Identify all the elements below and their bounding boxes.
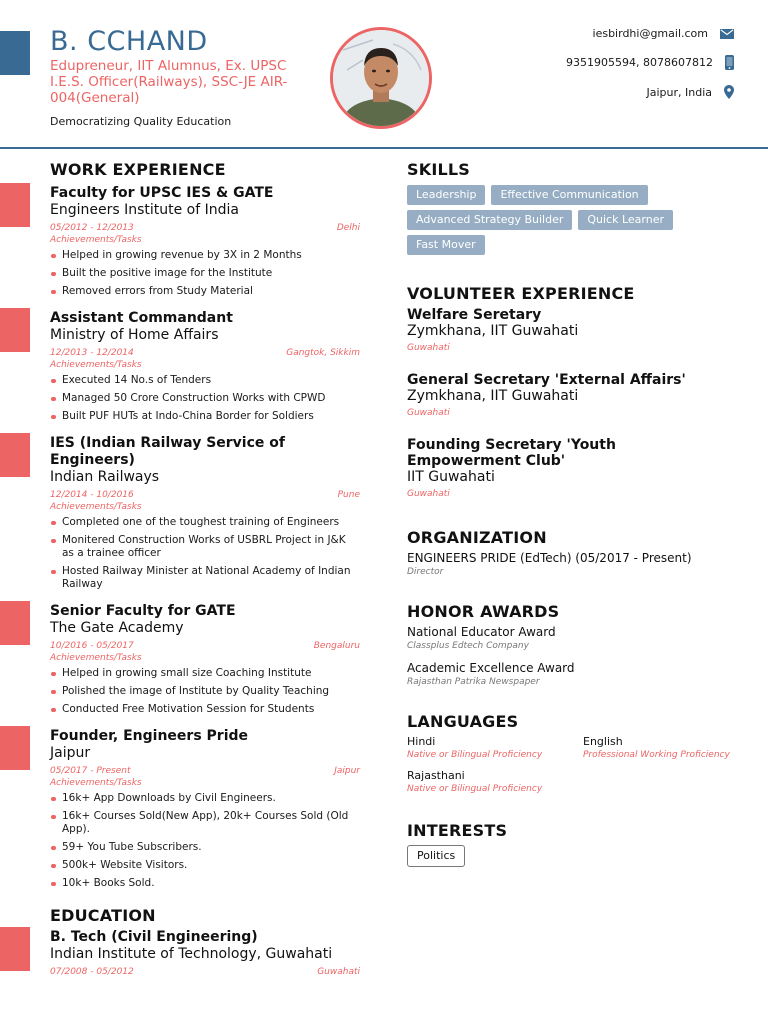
volunteer-place: Guwahati (407, 489, 450, 499)
job-accent-bar (0, 601, 30, 645)
achievement-item: Polished the image of Institute by Quality Teaching (50, 685, 360, 698)
volunteer-place: Guwahati (407, 343, 450, 353)
languages-list (407, 735, 747, 795)
interests-heading: INTERESTS (407, 821, 508, 840)
achievement-item: Built the positive image for the Institute (50, 267, 360, 280)
skill-tag: Advanced Strategy Builder (407, 210, 572, 230)
achievement-item: Hosted Railway Minister at National Academy of Indian Railway (50, 565, 360, 591)
degree: B. Tech (Civil Engineering) (50, 929, 258, 945)
education-entry (50, 929, 360, 978)
achievements-label: Achievements/Tasks (50, 360, 142, 370)
job-entry (50, 435, 360, 591)
skills-heading: SKILLS (407, 160, 470, 179)
map-pin-icon (724, 85, 734, 99)
school: Indian Institute of Technology, Guwahati (50, 946, 333, 962)
job-place: Pune (337, 490, 360, 500)
job-entry (50, 185, 360, 298)
achievement-item: 59+ You Tube Subscribers. (50, 841, 360, 854)
award-entry (407, 625, 747, 652)
headline: Edupreneur, IIT Alumnus, Ex. UPSC I.E.S. Officer(Railways), SSC-JE AIR-004(General) (50, 58, 288, 106)
skill-tag: Quick Learner (578, 210, 673, 230)
job-meta (50, 489, 360, 501)
interest-tag: Politics (407, 845, 465, 867)
organization-role: Director (407, 567, 444, 577)
education-place: Guwahati (317, 967, 360, 977)
header-divider (0, 147, 768, 149)
skill-tag: Effective Communication (491, 185, 647, 205)
job-meta (50, 640, 360, 652)
job-place: Delhi (336, 223, 360, 233)
job-dates: 05/2017 - Present (50, 766, 131, 776)
education-dates: 07/2008 - 05/2012 (50, 967, 134, 977)
achievement-item: 16k+ Courses Sold(New App), 20k+ Courses Sold (Old App). (50, 810, 360, 836)
award-entry (407, 661, 747, 688)
achievement-item: Completed one of the toughest training of Engineers (50, 516, 360, 529)
contact-phone[interactable] (566, 55, 734, 70)
education-heading: EDUCATION (50, 906, 156, 925)
achievement-item: Conducted Free Motivation Session for Students (50, 703, 360, 716)
job-entry (50, 310, 360, 423)
language-name: English (583, 735, 623, 748)
achievements-label: Achievements/Tasks (50, 502, 142, 512)
job-title: IES (Indian Railway Service of Engineers) (50, 435, 285, 468)
achievement-list (50, 374, 360, 423)
volunteer-role: General Secretary 'External Affairs' (407, 372, 686, 388)
organization-name: ENGINEERS PRIDE (EdTech) (05/2017 - Present) (407, 551, 692, 565)
job-organization: Ministry of Home Affairs (50, 327, 219, 343)
language-level: Professional Working Proficiency (583, 750, 730, 760)
award-issuer: Classplus Edtech Company (407, 641, 529, 651)
achievement-list (50, 249, 360, 298)
mail-icon (720, 29, 734, 39)
achievement-item: Helped in growing small size Coaching Institute (50, 667, 360, 680)
language-level: Native or Bilingual Proficiency (407, 750, 543, 760)
phone-icon (725, 55, 734, 70)
job-organization: Engineers Institute of India (50, 202, 239, 218)
volunteer-org: Zymkhana, IIT Guwahati (407, 388, 579, 404)
skill-tag: Leadership (407, 185, 485, 205)
job-accent-bar (0, 726, 30, 770)
achievement-item: 500k+ Website Visitors. (50, 859, 360, 872)
job-organization: Jaipur (50, 745, 91, 761)
job-organization: The Gate Academy (50, 620, 184, 636)
job-title: Founder, Engineers Pride (50, 728, 249, 744)
volunteer-place: Guwahati (407, 408, 450, 418)
job-dates: 12/2014 - 10/2016 (50, 490, 134, 500)
job-accent-bar (0, 183, 30, 227)
job-dates: 12/2013 - 12/2014 (50, 348, 134, 358)
language-item (407, 735, 583, 761)
language-item (583, 735, 753, 761)
achievements-label: Achievements/Tasks (50, 653, 142, 663)
location-text: Jaipur, India (646, 85, 712, 99)
volunteer-entry (407, 437, 727, 500)
achievement-item: Executed 14 No.s of Tenders (50, 374, 360, 387)
phone-text[interactable]: 9351905594, 8078607812 (566, 56, 713, 69)
achievement-item: 10k+ Books Sold. (50, 877, 360, 890)
tagline: Democratizing Quality Education (50, 115, 232, 128)
language-name: Rajasthani (407, 769, 465, 782)
volunteer-org: IIT Guwahati (407, 469, 495, 485)
profile-photo-illustration (333, 30, 429, 126)
right-column (407, 160, 747, 867)
header-accent-bar (0, 31, 30, 75)
job-place: Bengaluru (313, 641, 360, 651)
candidate-name: B. CCHAND (50, 26, 208, 57)
language-level: Native or Bilingual Proficiency (407, 784, 543, 794)
email-text[interactable]: iesbirdhi@gmail.com (592, 27, 708, 40)
organization-heading: ORGANIZATION (407, 528, 547, 547)
job-dates: 10/2016 - 05/2017 (50, 641, 134, 651)
award-name: National Educator Award (407, 625, 556, 639)
job-title: Faculty for UPSC IES & GATE (50, 185, 274, 201)
education-accent-bar (0, 927, 30, 971)
contact-location (646, 85, 734, 99)
skill-tag: Fast Mover (407, 235, 485, 255)
languages-heading: LANGUAGES (407, 712, 519, 731)
honor-awards-heading: HONOR AWARDS (407, 602, 560, 621)
job-accent-bar (0, 308, 30, 352)
award-issuer: Rajasthan Patrika Newspaper (407, 677, 540, 687)
education-meta (50, 966, 360, 978)
achievement-item: Removed errors from Study Material (50, 285, 360, 298)
job-title: Senior Faculty for GATE (50, 603, 236, 619)
profile-photo (330, 27, 432, 129)
job-organization: Indian Railways (50, 469, 160, 485)
achievement-item: 16k+ App Downloads by Civil Engineers. (50, 792, 360, 805)
achievement-list (50, 516, 360, 591)
work-experience-heading: WORK EXPERIENCE (50, 160, 226, 179)
contact-email[interactable] (593, 27, 734, 40)
job-place: Jaipur (334, 766, 360, 776)
volunteer-role: Founding Secretary 'Youth Empowerment Club' (407, 437, 616, 469)
language-item (407, 769, 583, 795)
job-title: Assistant Commandant (50, 310, 233, 326)
achievement-item: Managed 50 Crore Construction Works with CPWD (50, 392, 360, 405)
job-place: Gangtok, Sikkim (286, 348, 360, 358)
achievement-list (50, 792, 360, 890)
job-entry (50, 728, 360, 890)
achievement-item: Monitered Construction Works of USBRL Project in J&K as a trainee officer (50, 534, 360, 560)
skills-list (407, 185, 707, 260)
achievement-item: Helped in growing revenue by 3X in 2 Months (50, 249, 360, 262)
achievements-label: Achievements/Tasks (50, 778, 142, 788)
volunteer-role: Welfare Seretary (407, 307, 542, 323)
job-meta (50, 222, 360, 234)
achievement-item: Built PUF HUTs at Indo-China Border for Soldiers (50, 410, 360, 423)
volunteer-entry (407, 372, 747, 419)
achievements-label: Achievements/Tasks (50, 235, 142, 245)
job-meta (50, 765, 360, 777)
award-name: Academic Excellence Award (407, 661, 575, 675)
job-accent-bar (0, 433, 30, 477)
volunteer-org: Zymkhana, IIT Guwahati (407, 323, 579, 339)
job-entry (50, 603, 360, 716)
left-column (50, 160, 360, 978)
achievement-list (50, 667, 360, 716)
volunteer-entry (407, 307, 747, 354)
job-dates: 05/2012 - 12/2013 (50, 223, 134, 233)
interests-list (407, 844, 747, 867)
job-meta (50, 347, 360, 359)
language-name: Hindi (407, 735, 436, 748)
volunteer-heading: VOLUNTEER EXPERIENCE (407, 284, 635, 303)
